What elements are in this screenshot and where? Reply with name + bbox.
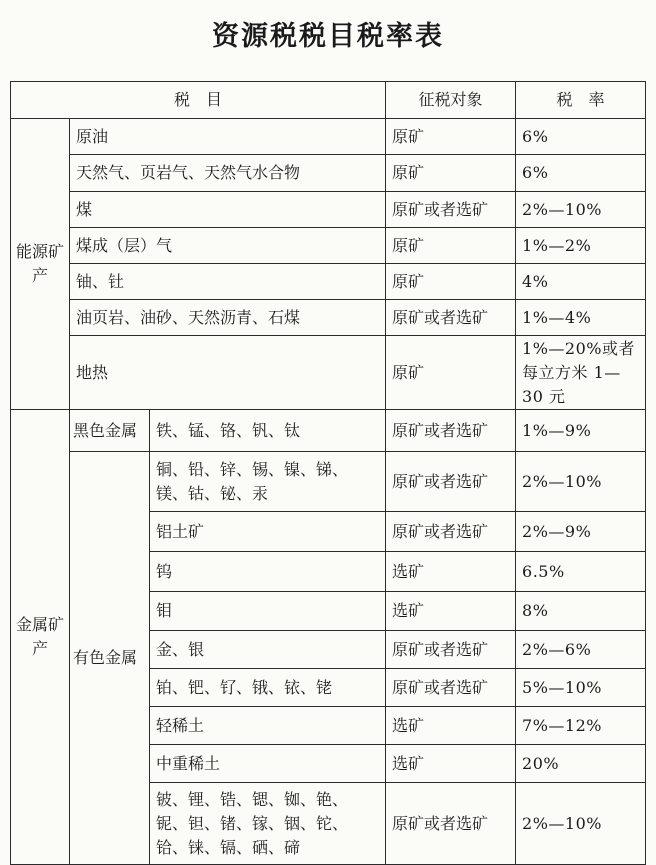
subcategory-ferrous: 黑色金属 — [70, 410, 150, 452]
item-object: 原矿或者选矿 — [386, 631, 516, 669]
item-name: 铁、锰、铬、钒、钛 — [150, 410, 386, 452]
table-row — [11, 119, 646, 155]
table-row — [11, 410, 646, 452]
item-object: 原矿 — [386, 336, 516, 410]
item-object: 原矿 — [386, 228, 516, 264]
item-object: 原矿 — [386, 155, 516, 192]
header-item: 税 目 — [11, 82, 386, 119]
item-rate: 8% — [516, 592, 646, 631]
item-rate: 6% — [516, 155, 646, 192]
item-object: 选矿 — [386, 707, 516, 745]
item-name: 原油 — [70, 119, 386, 155]
table-row — [11, 264, 646, 300]
table-row — [11, 192, 646, 228]
item-name: 铜、铅、锌、锡、镍、锑、镁、钴、铋、汞 — [150, 452, 386, 512]
item-name: 地热 — [70, 336, 386, 410]
category-metal: 金属矿产 — [11, 410, 70, 865]
item-object: 原矿或者选矿 — [386, 783, 516, 865]
item-rate: 1%—4% — [516, 300, 646, 336]
item-rate: 2%—10% — [516, 783, 646, 865]
table-row — [11, 300, 646, 336]
item-name: 中重稀土 — [150, 745, 386, 783]
item-rate: 7%—12% — [516, 707, 646, 745]
item-rate: 2%—10% — [516, 452, 646, 512]
item-rate: 20% — [516, 745, 646, 783]
item-object: 原矿 — [386, 119, 516, 155]
table-header-row — [11, 82, 646, 119]
subcategory-nonferrous: 有色金属 — [70, 452, 150, 865]
item-name: 金、银 — [150, 631, 386, 669]
table-row — [11, 452, 646, 512]
table-row — [11, 228, 646, 264]
item-name: 铍、锂、锆、锶、铷、铯、铌、钽、锗、镓、铟、铊、铪、铼、镉、硒、碲 — [150, 783, 386, 865]
item-object: 原矿或者选矿 — [386, 669, 516, 707]
item-rate: 2%—9% — [516, 512, 646, 552]
item-object: 原矿或者选矿 — [386, 512, 516, 552]
page-title: 资源税税目税率表 — [212, 21, 444, 52]
item-rate: 2%—10% — [516, 192, 646, 228]
item-rate: 1%—2% — [516, 228, 646, 264]
item-object: 选矿 — [386, 552, 516, 592]
item-object: 原矿或者选矿 — [386, 192, 516, 228]
item-rate: 1%—20%或者每立方米 1—30 元 — [516, 336, 646, 410]
item-object: 选矿 — [386, 592, 516, 631]
item-object: 选矿 — [386, 745, 516, 783]
item-name: 天然气、页岩气、天然气水合物 — [70, 155, 386, 192]
item-name: 轻稀土 — [150, 707, 386, 745]
item-name: 钼 — [150, 592, 386, 631]
item-name: 铝土矿 — [150, 512, 386, 552]
item-rate: 1%—9% — [516, 410, 646, 452]
tax-rate-table — [10, 81, 646, 865]
item-object: 原矿 — [386, 264, 516, 300]
item-name: 铀、钍 — [70, 264, 386, 300]
category-energy: 能源矿产 — [11, 119, 70, 410]
item-rate: 2%—6% — [516, 631, 646, 669]
item-name: 钨 — [150, 552, 386, 592]
header-rate: 税 率 — [516, 82, 646, 119]
item-object: 原矿或者选矿 — [386, 410, 516, 452]
table-row — [11, 336, 646, 410]
item-rate: 5%—10% — [516, 669, 646, 707]
item-rate: 6.5% — [516, 552, 646, 592]
item-rate: 4% — [516, 264, 646, 300]
item-name: 煤成（层）气 — [70, 228, 386, 264]
table-row — [11, 155, 646, 192]
item-object: 原矿或者选矿 — [386, 300, 516, 336]
item-name: 煤 — [70, 192, 386, 228]
header-object: 征税对象 — [386, 82, 516, 119]
item-object: 原矿或者选矿 — [386, 452, 516, 512]
item-name: 铂、钯、钌、锇、铱、铑 — [150, 669, 386, 707]
item-rate: 6% — [516, 119, 646, 155]
item-name: 油页岩、油砂、天然沥青、石煤 — [70, 300, 386, 336]
